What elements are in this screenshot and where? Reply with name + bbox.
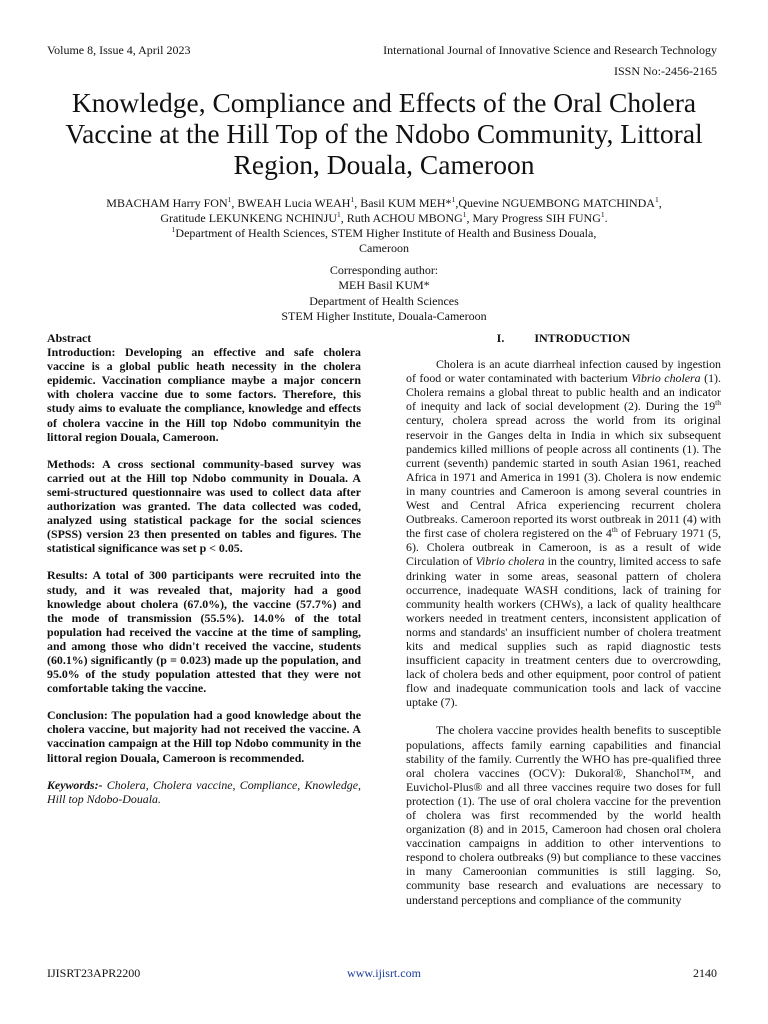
journal-name: International Journal of Innovative Science and Research Technology [383, 43, 717, 57]
affiliation-marker: 1 [451, 195, 456, 204]
affiliation-city: Cameroon [359, 241, 409, 255]
affiliation-marker: 1 [227, 195, 232, 204]
text-run: in the country, limited access to safe drinking water in some areas, seasonal pattern of cholera occurrence, inadequate WASH conditions, lack of training for community health workers (CHWs), a lack of quality healthcare workers needed in treatment centers, inconsistent application of norms and standards' an insufficient number of cholera treatment kits and medical supplies such as rapid diagnostic tests insufficient capacity in treatment centers due to overcrowding, lack of cholera beds and other equipment, poor control of patient flow and inadequate communication tools and lack of vaccine uptake (7). [406, 554, 721, 710]
article-id: IJISRT23APR2200 [47, 966, 141, 980]
section-title: INTRODUCTION [534, 331, 631, 345]
abstract-introduction: Introduction: Developing an effective and safe cholera vaccine is a global public heath necessity in the cholera epidemic. Vaccination compliance maybe a major concern with cholera vaccine due to some factors. Therefore, this study aims to evaluate the compliance, knowledge and effects of cholera vaccine in the Hill top Ndobo communityin the littoral region Douala, Cameroon. [47, 345, 361, 444]
keywords [47, 778, 361, 806]
keywords-label: Keywords:- [47, 777, 103, 792]
superscript: th [715, 398, 721, 408]
corresponding-label: Corresponding author: [329, 263, 439, 277]
abstract-results: Results: A total of 300 participants were recruited into the study, and it was revealed that, majority had a good knowledge about cholera (67.0%), the vaccine (57.7%) and the mode of transmission (55.5%). 14.0% of the total population had received the vaccine at the time of sampling, and among those who didn't received the vaccine, students (60.1%) significantly (p = 0.023) made up the population, and 95.0% of the study population attested that they were not comfortable taking the vaccine. [47, 568, 361, 696]
author-name: Mary Progress SIH FUNG [472, 211, 601, 225]
author-name: Ruth ACHOU MBONG [346, 211, 463, 225]
affiliation-marker: 1 [600, 210, 605, 219]
abstract-column [47, 331, 361, 806]
affiliation-marker: 1 [171, 225, 176, 234]
abstract-conclusion: Conclusion: The population had a good knowledge about the cholera vaccine, but majority had not received the vaccine. A vaccination campaign at the Hill top Ndobo community in the littoral region Douala, Cameroon is recommended. [47, 708, 361, 765]
corresponding-name: MEH Basil KUM* [338, 278, 430, 293]
section-heading [406, 331, 721, 345]
page-number: 2140 [693, 966, 717, 980]
affiliation-marker: 1 [350, 195, 355, 204]
author-name: Quevine NGUEMBONG MATCHINDA [458, 196, 655, 210]
corresponding-dept: Department of Health Sciences [309, 293, 459, 308]
intro-paragraph-1 [406, 357, 721, 709]
author-name: BWEAH Lucia WEAH [237, 196, 351, 210]
text-run: (1). Cholera remains a global threat to public health and an indicator of inequity and lack of social development (2). During the 19 [406, 371, 721, 414]
text-run: century, cholera spread across the world from its original reservoir in the Ganges delta in India in which six subsequent pandemics killed millions of people across all continents (1). The current (seventh) pandemic started in south Asian 1961, reached Africa in 1971 and America in 1991 (3). Cholera is now endemic in many countries and Cameroon is among several countries in West and Central Africa experiencing recurrent cholera Outbreaks. Cameroon reported its worst outbreak in 2011 (4) with the first case of cholera registered on the 4 [406, 413, 721, 541]
author-name: Basil KUM MEH* [360, 196, 452, 210]
paper-title: Knowledge, Compliance and Effects of the Oral Cholera Vaccine at the Hill Top of the Ndobo Community, Littoral Region, Douala, Cameroon [65, 87, 703, 180]
text-run: of February 1971 (5, 6). Cholera outbreak in Cameroon, is as a result of wide Circulation of [406, 526, 721, 569]
issn: ISSN No:-2456-2165 [613, 64, 717, 78]
text-run: Cholera is an acute diarrheal infection caused by ingestion of food or water contaminated with bacterium [406, 357, 721, 386]
affiliation-marker: 1 [654, 195, 659, 204]
affiliation: Department of Health Sciences, STEM Higher Institute of Health and Business Douala, [175, 226, 597, 240]
species-name: Vibrio cholera [475, 554, 545, 569]
corresponding-author-block [40, 263, 728, 324]
abstract-methods: Methods: A cross sectional community-based survey was carried out at the Hill top Ndobo community in Douala. A semi-structured questionnaire was used to collect data after authorization was granted. The data collected was coded, analyzed using statistical package for the social sciences (SPSS) version 23 then presented on tables and figures. The statistical significance was set p < 0.05. [47, 456, 361, 556]
author-name: MBACHAM Harry FON [106, 196, 228, 210]
introduction-column [406, 331, 721, 907]
species-name: Vibrio cholera [631, 371, 701, 386]
superscript: th [611, 525, 618, 535]
affiliation-marker: 1 [337, 210, 341, 219]
section-number: I. [496, 331, 505, 345]
keywords-text: Cholera, Cholera vaccine, Compliance, Knowledge, Hill top Ndobo-Douala. [47, 777, 361, 806]
corresponding-institute: STEM Higher Institute, Douala-Cameroon [281, 308, 487, 323]
abstract-heading: Abstract [47, 331, 92, 345]
journal-website-link[interactable]: www.ijisrt.com [347, 966, 421, 980]
author-name: Gratitude LEKUNKENG NCHINJU [160, 211, 338, 225]
author-list: MBACHAM Harry FON$^1$, BWEAH Lucia WEAH$^1$, Basil KUM MEH*$^1$,Quevine NGUEMBONG MATCHINDA$^1$, Gratitude LEKUNKENG NCHINJU$^1$, Ruth ACHOU MBONG$^1$, Mary Progress SIH FUNG$^1$. $^1$Department of Health Sciences, STEM Higher Institute of Health and Business Douala, Cameroon [106, 195, 662, 255]
affiliation-marker: 1 [462, 210, 467, 219]
intro-paragraph-2: The cholera vaccine provides health benefits to susceptible populations, affects family earning capabilities and financial stability of the family. Currently the WHO has pre-qualified three oral cholera vaccines (OCV): Dukoral®, Shanchol™, and Euvichol-Plus® and all three vaccines require two doses for full protection (1). The use of oral cholera vaccine for the prevention of cholera was first recommended by the world health organization (8) and in 2015, Cameroon had chosen oral cholera vaccination campaigns in addition to other interventions to respond to cholera outbreaks (9) but compliance to these vaccines in many Cameroonian communities is still lagging. So, community base research and evaluations are necessary to understand perceptions and compliance of the community [406, 723, 721, 907]
volume-issue: Volume 8, Issue 4, April 2023 [47, 43, 191, 57]
